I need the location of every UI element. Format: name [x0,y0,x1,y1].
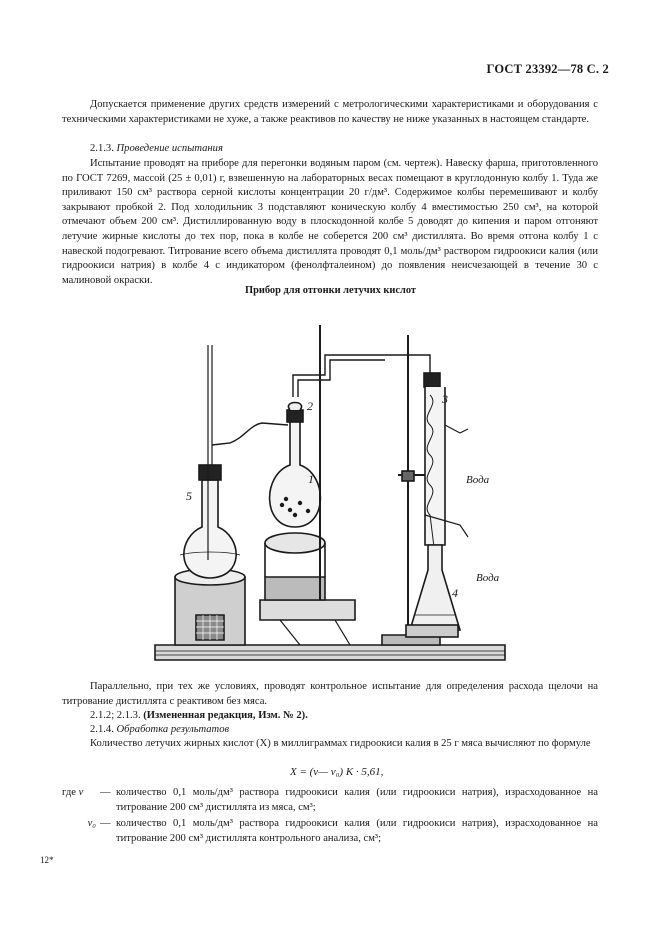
heater-left [175,569,245,645]
section-number: 2.1.3. [90,143,114,154]
definition-where: где [62,787,76,798]
definition-v: где v — количество 0,1 моль/дм³ раствора гидроокиси калия (или гидроокиси натрия), израсходованное на титрование 200 см³ дистиллята из мяса, см³; [62,786,598,815]
definition-text: количество 0,1 моль/дм³ раствора гидроокиси калия (или гидроокиси натрия), израсходованное на титрование 200 см³ дистиллята контрольного анализа, см³; [116,818,598,844]
amendment-note [62,709,598,724]
hotplate-center [260,533,355,645]
calculation-formula: X = (v— v₀) K · 5,61, [290,766,384,778]
label-flask-5: 5 [186,489,192,503]
definition-symbol: v [78,787,84,798]
paragraph-test-procedure: Испытание проводят на приборе для перегонки водяным паром (см. чертеж). Навеску фарша, приготовленного по ГОСТ 7269, массой (25 ± 0,01) г, взвешенную на лабораторных весах помещают в круглодонную колбу 1. Туда же приливают 150 см³ раствора серной кислоты концентрации 20 г/дм³. Содержимое колбы перемешивают и колбу закрывают пробкой 2. Под холодильник 3 подставляют коническую колбу 4 вместимостью 250 см³, на которой отмечают объем 200 см³. Дистиллированную воду в плоскодонной колбе 5 доводят до кипения и паром отгоняют летучие жирные кислоты до тех пор, пока в колбе не соберется 200 см³ дистиллята. Во время отгона колбу 1 с навеской подогревают. Титрование всего объема дистиллята проводят 0,1 моль/дм³ раствором гидроокиси калия (или гидроокиси натрия) в колбе 4 с индикатором (фенолфталеином) до появления неисчезающей в течение 30 с малиновой окраски. [62,158,598,286]
figure-caption: Прибор для отгонки летучих кислот [245,285,416,296]
page-footer-mark: 12* [40,855,54,865]
amendment-sections: 2.1.2; 2.1.3. [90,710,141,721]
flask-1 [270,355,385,527]
steam-tube [212,423,288,445]
label-water-in: Вода [466,474,490,486]
definition-text: количество 0,1 моль/дм³ раствора гидроокиси калия (или гидроокиси натрия), израсходованное на титрование 200 см³ дистиллята из мяса, см³; [116,787,598,813]
distillation-apparatus-figure [150,315,510,675]
flask-5 [180,345,240,578]
definition-symbol: v₀ [87,818,96,830]
label-water-out: Вода [476,572,500,584]
bench-top [155,645,505,660]
section-title: Обработка результатов [116,724,230,735]
definition-v0: v₀ — количество 0,1 моль/дм³ раствора гидроокиси калия (или гидроокиси натрия), израсходованное на титрование 200 см³ дистиллята контрольного анализа, см³; [62,817,598,846]
label-stopper-2: 2 [307,399,313,413]
section-heading-2-1-3 [62,142,598,157]
section-number: 2.1.4. [90,724,114,735]
label-condenser-3: 3 [442,392,448,406]
section-heading-2-1-4 [62,723,598,738]
label-flask-4: 4 [452,586,458,600]
paragraph-calculation: Количество летучих жирных кислот (X) в миллиграммах гидроокиси калия в 25 г мяса вычисляют по формуле [90,738,591,749]
section-title: Проведение испытания [116,143,223,154]
document-header: ГОСТ 23392—78 С. 2 [486,62,609,76]
amendment-text: (Измененная редакция, Изм. № 2). [143,710,308,721]
paragraph-measuring-instruments: Допускается применение других средств измерений с метрологическими характеристиками и оборудования с техническими характеристиками не хуже, а также реактивов по качеству не ниже указанных в настоящем стандарте. [62,99,598,125]
condenser-3 [385,355,468,555]
paragraph-control-test: Параллельно, при тех же условиях, проводят контрольное испытание для определения расхода щелочи на титрование дистиллята с реактивом без мяса. [62,681,598,707]
label-flask-1: 1 [308,472,314,486]
formula-definitions [62,786,598,846]
